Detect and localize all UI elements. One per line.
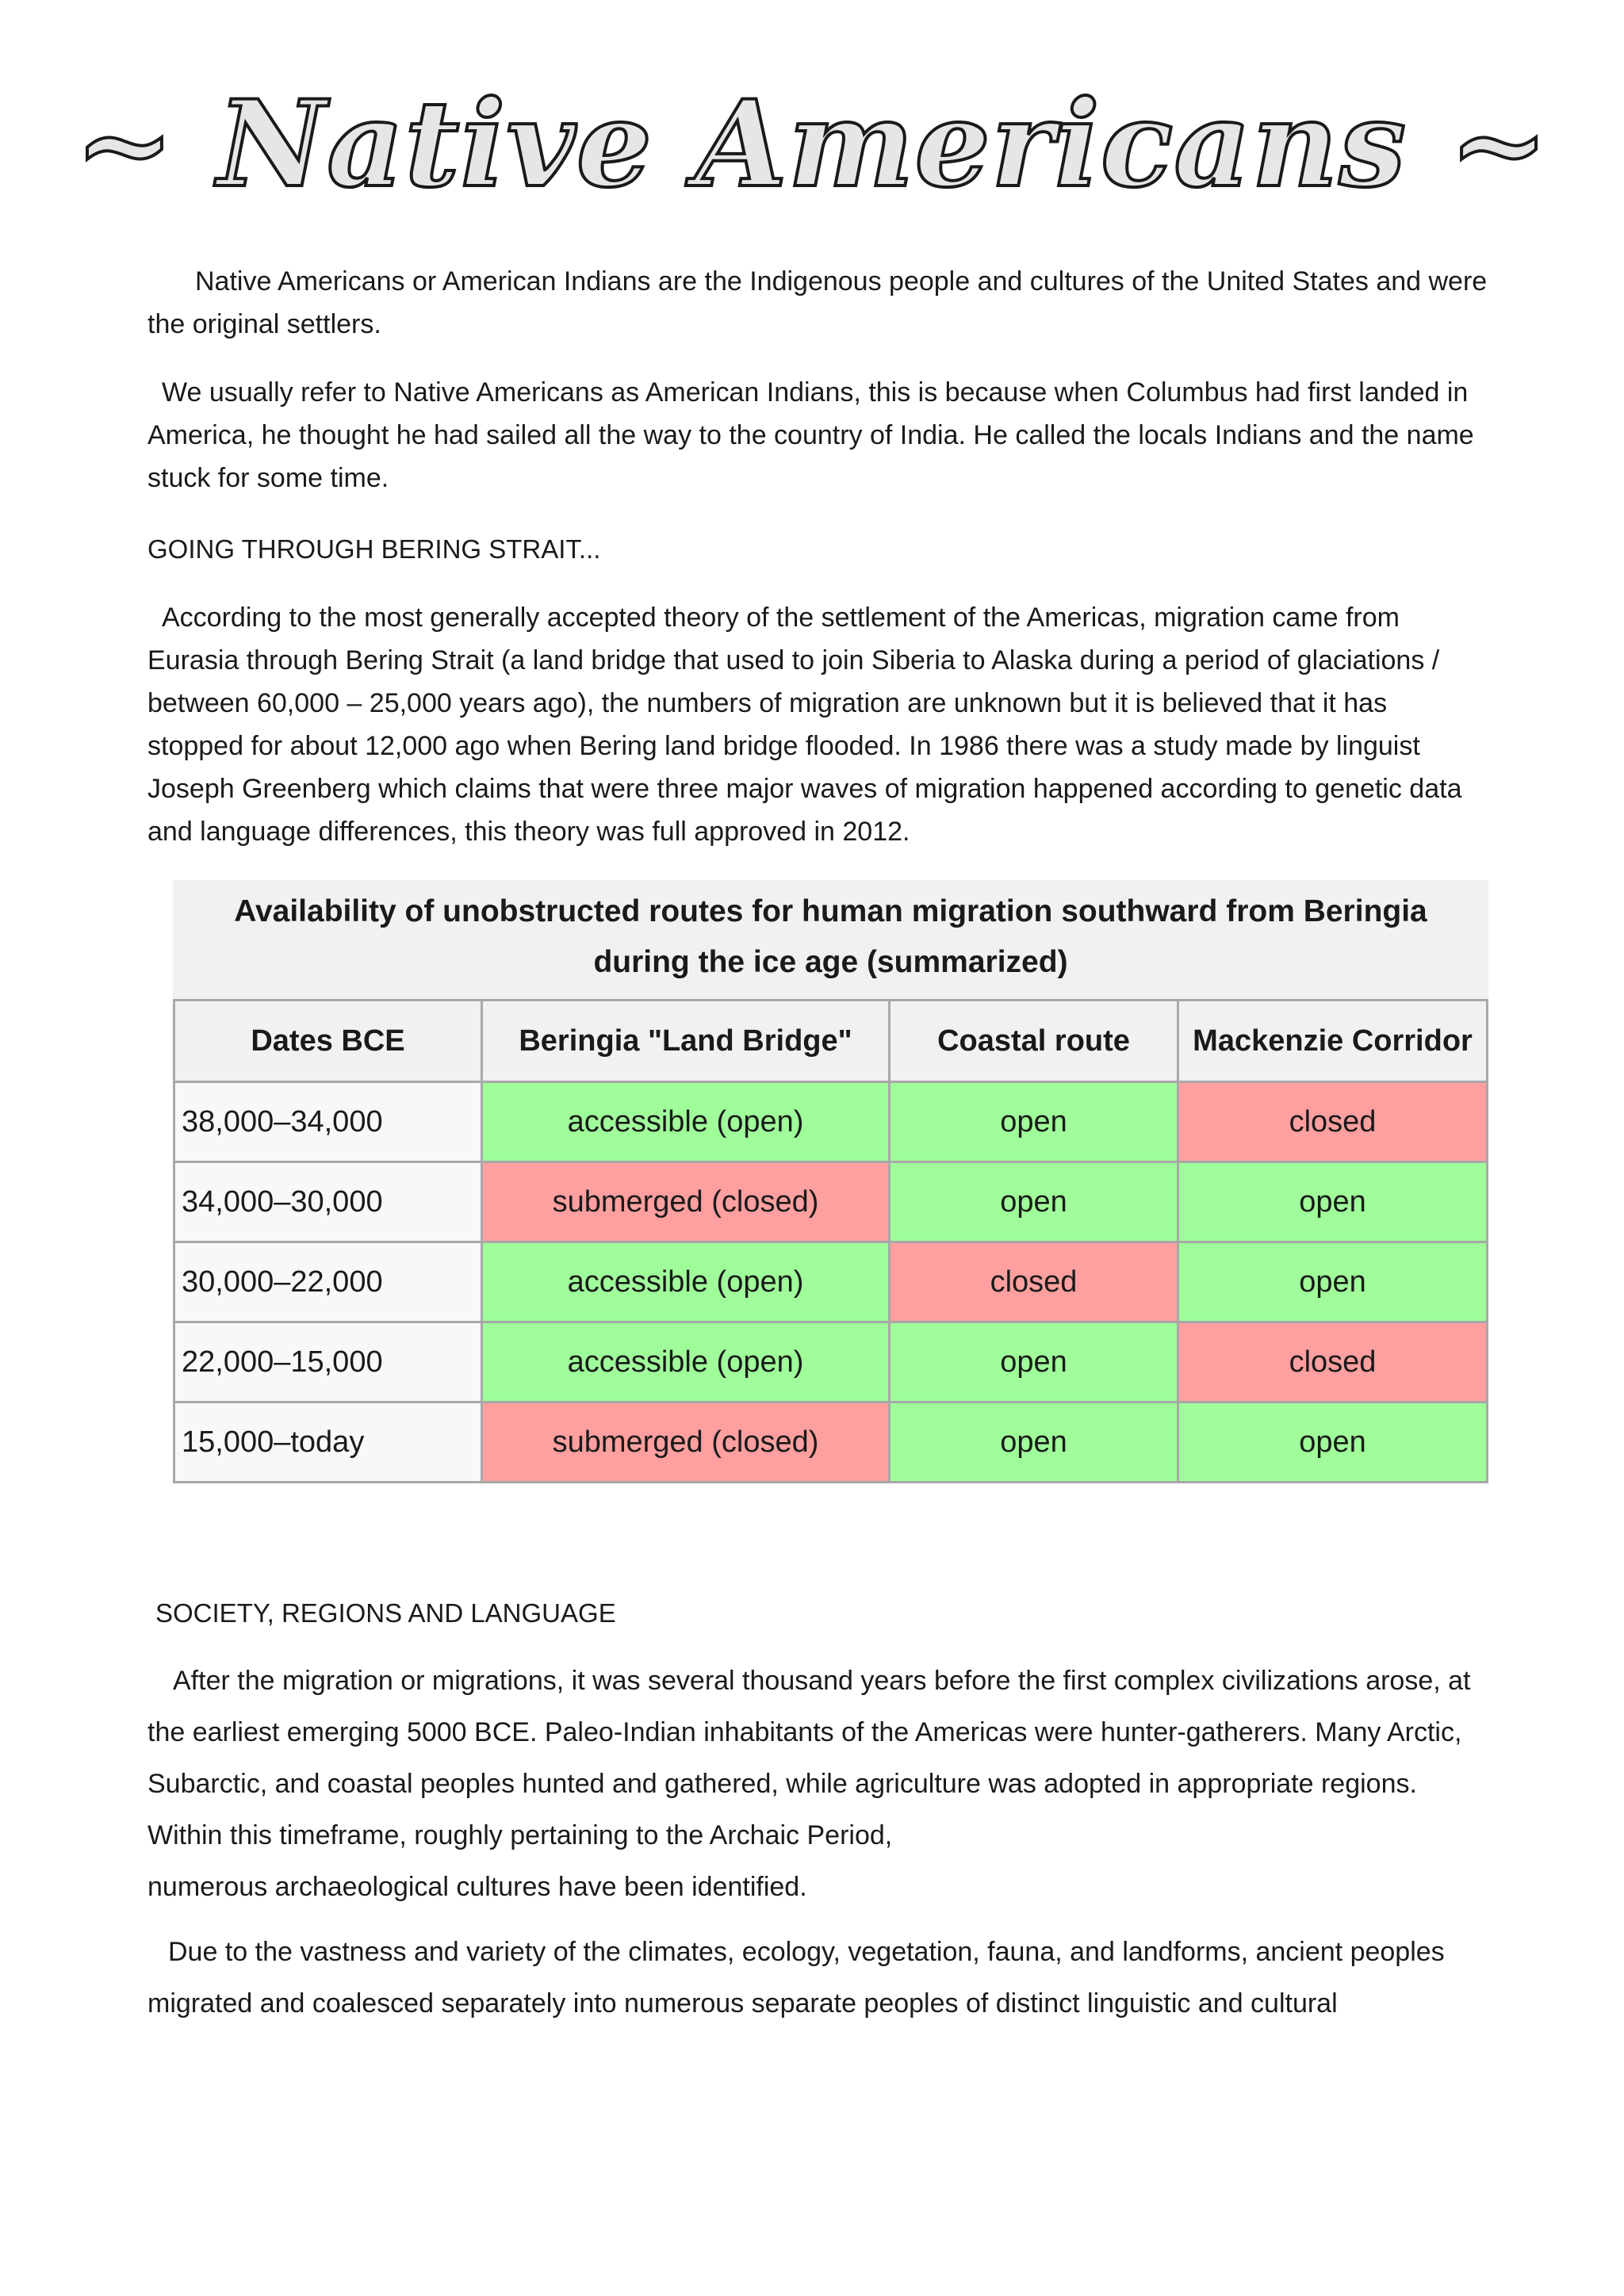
intro-paragraph-2: We usually refer to Native Americans as American Indians, this is because when Columbus had first landed in America, he thought he had sailed all the way to the country of India. He called the locals Indians and the name stuck for some time. xyxy=(147,377,1474,493)
mackenzie-cell: open xyxy=(1178,1402,1488,1483)
date-cell: 22,000–15,000 xyxy=(174,1322,482,1402)
coastal-cell: closed xyxy=(890,1242,1178,1322)
header-coastal: Coastal route xyxy=(890,1001,1178,1082)
mackenzie-cell: closed xyxy=(1178,1082,1488,1162)
header-dates: Dates BCE xyxy=(174,1001,482,1082)
table-row xyxy=(174,1162,1488,1242)
beringia-cell: submerged (closed) xyxy=(482,1402,890,1483)
header-mackenzie: Mackenzie Corridor xyxy=(1178,1001,1488,1082)
intro-paragraph-1: Native Americans or American Indians are the Indigenous people and cultures of the United States and were the original settlers. xyxy=(147,266,1488,339)
mackenzie-cell: open xyxy=(1178,1242,1488,1322)
section-heading-bering: GOING THROUGH BERING STRAIT... xyxy=(147,534,601,564)
table-row xyxy=(174,1242,1488,1322)
mackenzie-cell: closed xyxy=(1178,1322,1488,1402)
date-cell: 38,000–34,000 xyxy=(174,1082,482,1162)
coastal-cell: open xyxy=(890,1162,1178,1242)
coastal-cell: open xyxy=(890,1082,1178,1162)
date-cell: 30,000–22,000 xyxy=(174,1242,482,1322)
section-heading-society: SOCIETY, REGIONS AND LANGUAGE xyxy=(155,1598,616,1628)
society-paragraph-2: Due to the vastness and variety of the climates, ecology, vegetation, fauna, and landforms, ancient peoples migrated and coalesced separately into numerous separate peoples of distinct linguistic and cultural xyxy=(147,1937,1445,2019)
coastal-cell: open xyxy=(890,1402,1178,1483)
beringia-cell: accessible (open) xyxy=(482,1082,890,1162)
beringia-cell: submerged (closed) xyxy=(482,1162,890,1242)
beringia-cell: accessible (open) xyxy=(482,1242,890,1322)
page-title: ~ Native Americans ~ xyxy=(75,75,1549,214)
table-header-row xyxy=(174,1001,1488,1082)
table-row xyxy=(174,1402,1488,1483)
table-row xyxy=(174,1082,1488,1162)
date-cell: 15,000–today xyxy=(174,1402,482,1483)
header-beringia: Beringia "Land Bridge" xyxy=(482,1001,890,1082)
mackenzie-cell: open xyxy=(1178,1162,1488,1242)
coastal-cell: open xyxy=(890,1322,1178,1402)
society-paragraph-1: After the migration or migrations, it was several thousand years before the first complex civilizations arose, at the earliest emerging 5000 BCE. Paleo-Indian inhabitants of the Americas were hunter-gatherers. Many Arctic, Subarctic, and coastal peoples hunted and gathered, while agriculture was adopted in appropriate regions. Within this timeframe, roughly pertaining to the Archaic Period, xyxy=(147,1666,1471,1850)
table-row xyxy=(174,1322,1488,1402)
beringia-cell: accessible (open) xyxy=(482,1322,890,1402)
date-cell: 34,000–30,000 xyxy=(174,1162,482,1242)
table-caption: Availability of unobstructed routes for human migration southward from Beringia during the ice age (summarized) xyxy=(173,880,1488,999)
bering-paragraph: According to the most generally accepted theory of the settlement of the Americas, migration came from Eurasia through Bering Strait (a land bridge that used to join Siberia to Alaska during a period of glaciations / between 60,000 – 25,000 years ago), the numbers of migration are unknown but it is believed that it has stopped for about 12,000 ago when Bering land bridge flooded. In 1986 there was a study made by linguist Joseph Greenberg which claims that were three major waves of migration happened according to genetic data and language differences, this theory was full approved in 2012. xyxy=(147,603,1462,847)
society-paragraph-1-end: numerous archaeological cultures have been identified. xyxy=(147,1872,807,1902)
migration-routes-table xyxy=(173,880,1488,1483)
